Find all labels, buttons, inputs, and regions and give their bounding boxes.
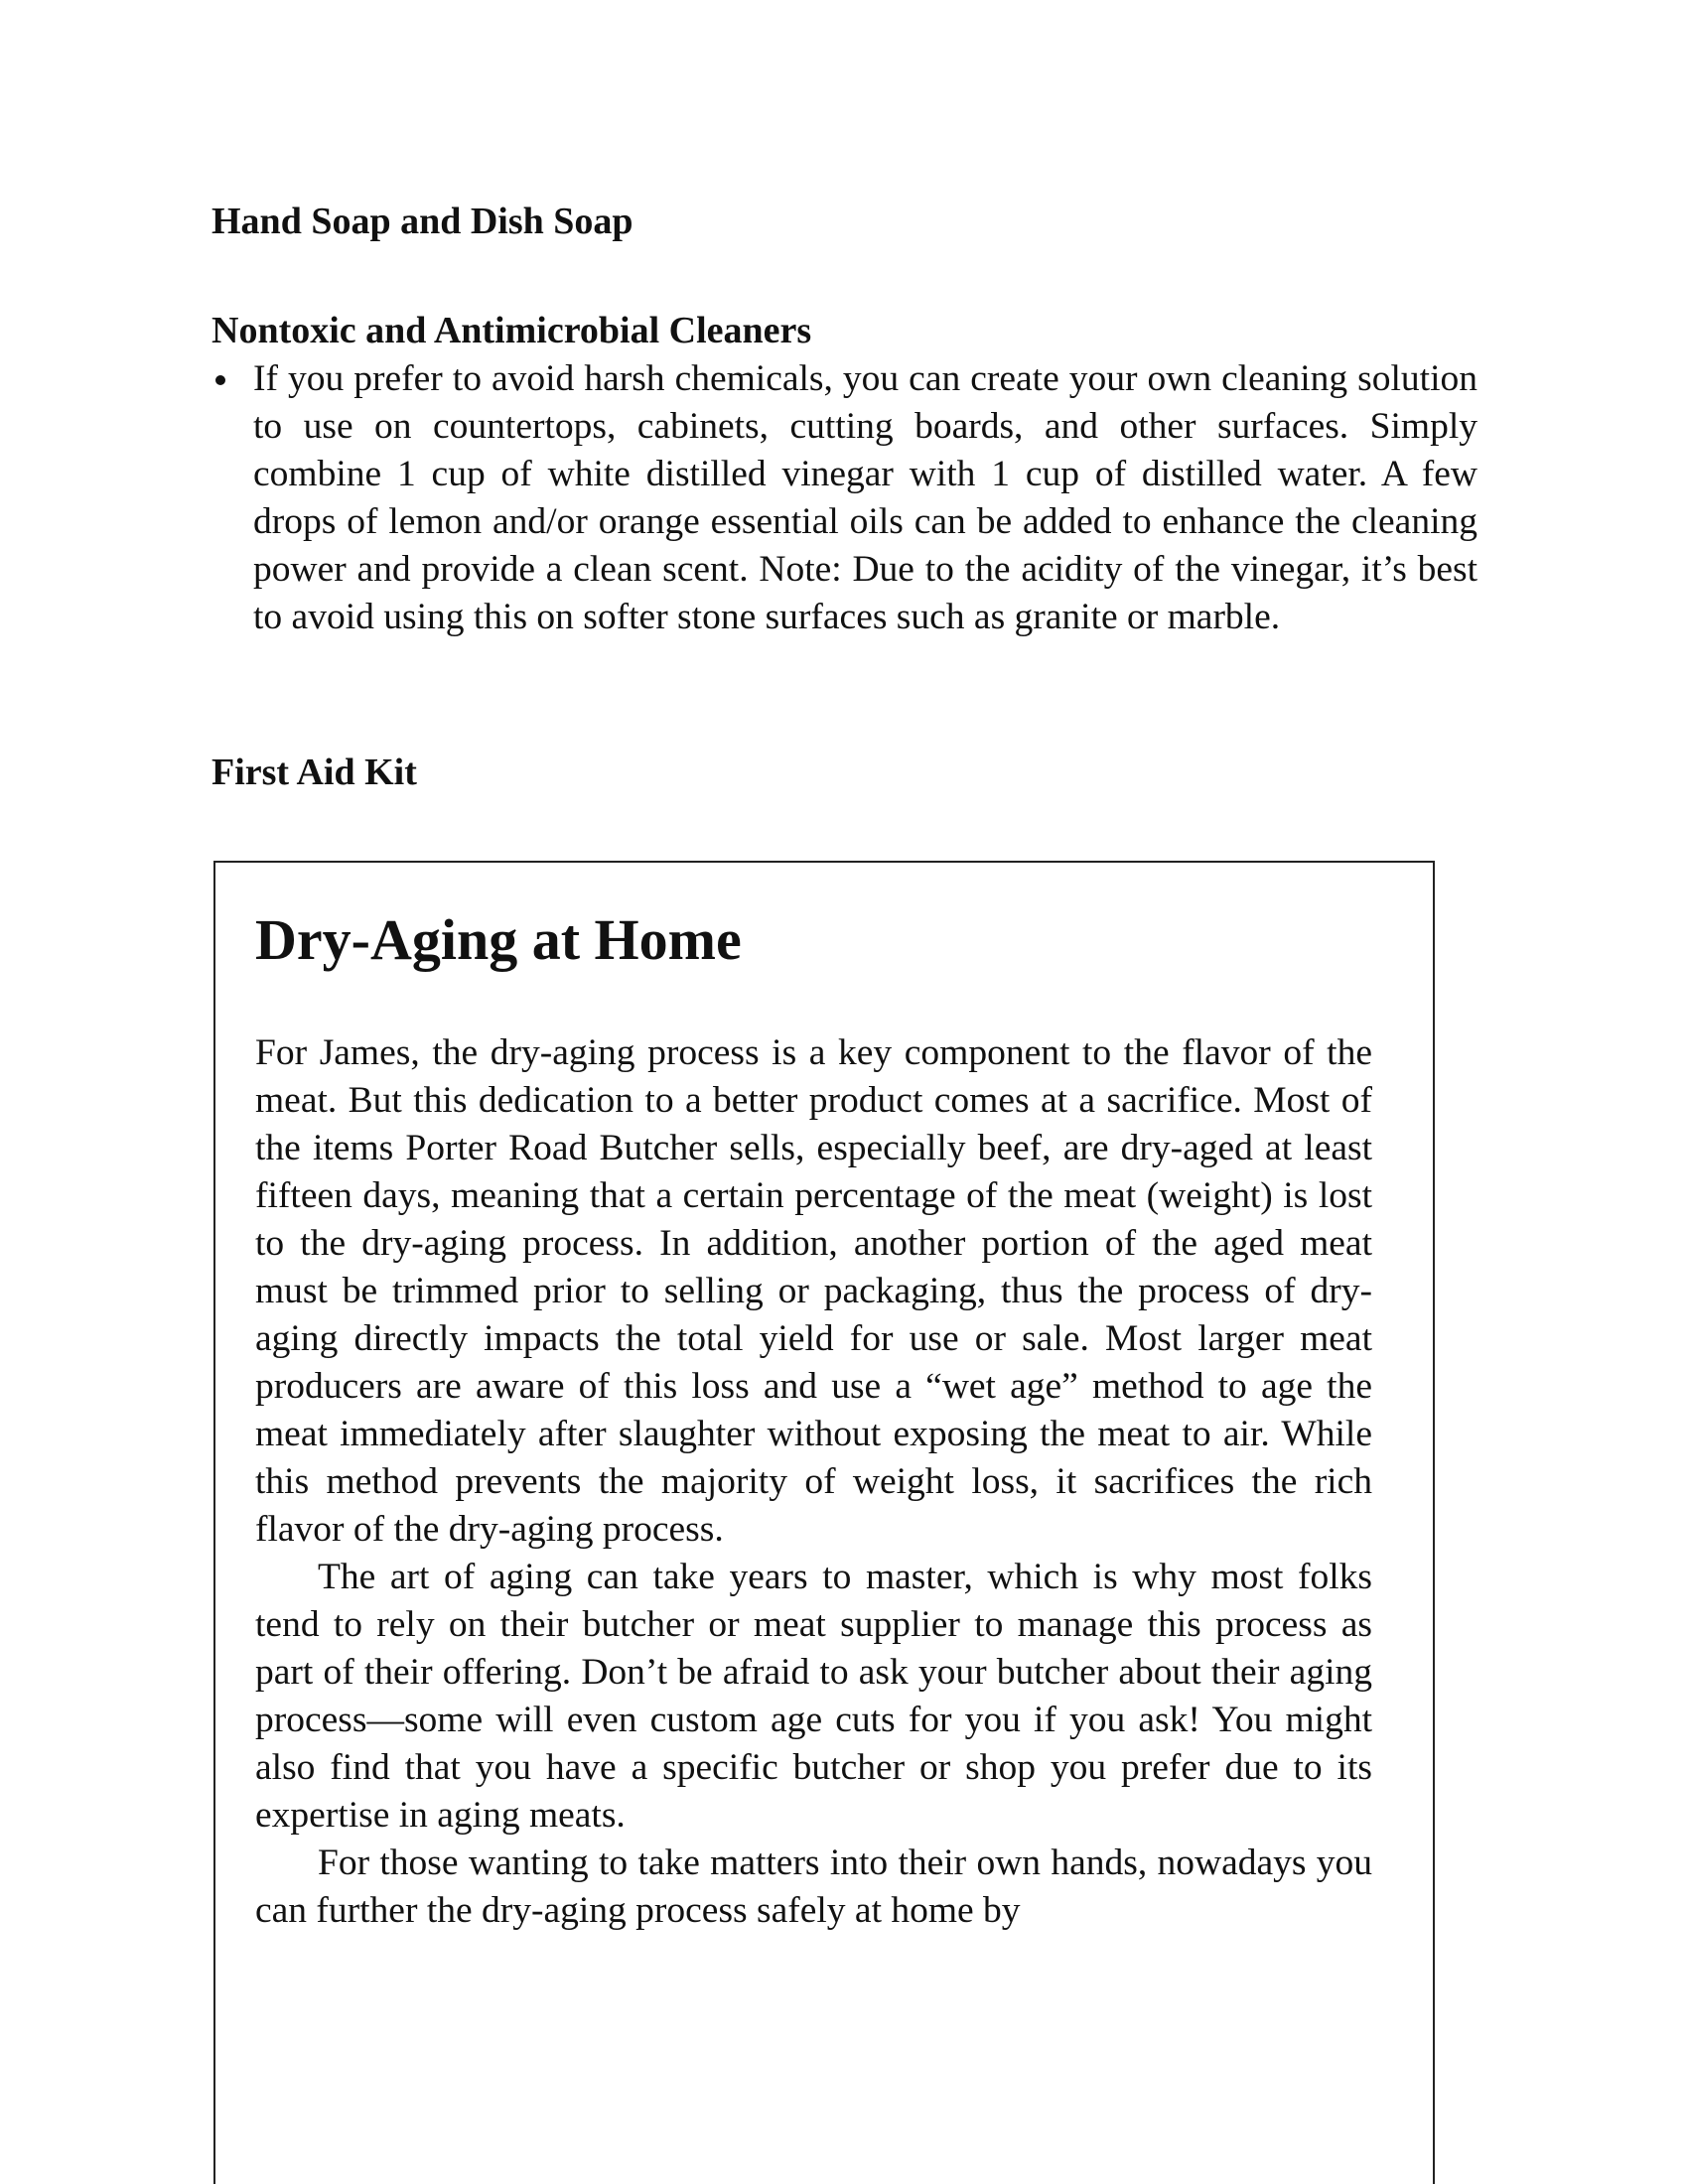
bullet-text: If you prefer to avoid harsh chemicals, you can create your own cleaning solution to use on countertops, cabinets, cutting boards, and other surfaces. Simply combine 1 cup of white distilled vinegar with 1 cup of distilled water. A few drops of lemon and/or orange essential oils can be added to enhance the cleaning power and provide a clean scent. Note: Due to the acidity of the vinegar, it’s best to avoid using this on softer stone surfaces such as granite or marble. <box>253 358 1477 637</box>
sidebar-paragraph: For those wanting to take matters into their own hands, nowadays you can further the dry-aging process safely at home by <box>255 1843 1372 1931</box>
section-heading-cleaners: Nontoxic and Antimicrobial Cleaners <box>211 310 812 351</box>
sidebar-box <box>213 861 1435 2184</box>
sidebar-title: Dry-Aging at Home <box>255 907 742 972</box>
sidebar-paragraph: The art of aging can take years to master, which is why most folks tend to rely on their butcher or meat supplier to manage this process as part of their offering. Don’t be afraid to ask your butcher about their aging process—some will even custom age cuts for you if you ask! You might also find that you have a specific butcher or shop you prefer due to its expertise in aging meats. <box>255 1557 1372 1836</box>
section-heading-first-aid: First Aid Kit <box>211 751 417 793</box>
section-heading-hand-soap: Hand Soap and Dish Soap <box>211 201 633 242</box>
cleaners-bullet-list <box>211 355 1477 641</box>
sidebar-body <box>255 1029 1372 1935</box>
list-item <box>211 355 1477 641</box>
sidebar-paragraph: For James, the dry-aging process is a key component to the flavor of the meat. But this dedication to a better product comes at a sacrifice. Most of the items Porter Road Butcher sells, especially beef, are dry-aged at least fifteen days, meaning that a certain percentage of the meat (weight) is lost to the dry-aging process. In addition, another portion of the aged meat must be trimmed prior to selling or packaging, thus the process of dry-aging directly impacts the total yield for use or sale. Most larger meat producers are aware of this loss and use a “wet age” method to age the meat immediately after slaughter without exposing the meat to air. While this method prevents the majority of weight loss, it sacrifices the rich flavor of the dry-aging process. <box>255 1032 1372 1550</box>
bullet-icon <box>215 375 225 385</box>
